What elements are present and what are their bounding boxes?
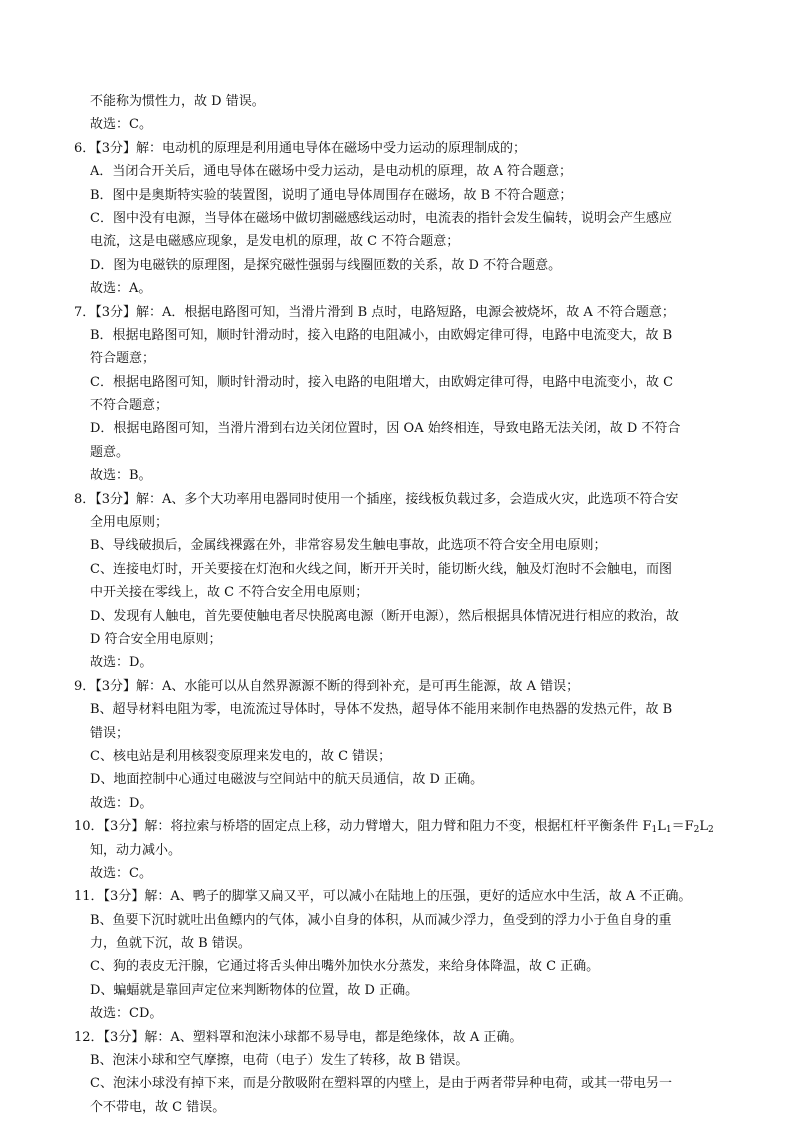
- q7-option-d-line2: 题意。: [90, 444, 130, 460]
- q8-option-d-line2: D 符合安全用电原则；: [90, 631, 222, 647]
- q11-option-b-line1: B、鱼要下沉时就吐出鱼鳔内的气体，减小自身的体积，从而减少浮力，鱼受到的浮力小于鱼自身的重: [90, 912, 672, 928]
- q8-heading: 8．【3分】解：A、多个大功率用电器同时使用一个插座，接线板负载过多，会造成火灾，此选项不符合安: [74, 491, 679, 507]
- q12-option-c-line1: C、泡沫小球没有掉下来，而是分散吸附在塑料罩的内壁上，是由于两者带异种电荷，或其一带电另一: [90, 1076, 672, 1092]
- q9-answer: 故选：D。: [90, 795, 153, 811]
- q11-heading: 11．【3分】解：A、鸭子的脚掌又扁又平，可以减小在陆地上的压强，更好的适应水中生活，故 A 不正确。: [74, 889, 692, 905]
- q11-answer: 故选：CD。: [90, 1006, 163, 1022]
- q8-option-c-line2: 中开关接在零线上，故 C 不符合安全用电原则；: [90, 585, 369, 601]
- q10-sub-2: 1: [665, 825, 672, 836]
- q6-option-d: D．图为电磁铁的原理图，是探究磁性强弱与线圈匝数的关系，故 D 不符合题意。: [90, 257, 562, 273]
- q8-answer: 故选：D。: [90, 655, 153, 671]
- q5-answer: 故选：C。: [90, 117, 152, 133]
- q10-equals-f: ＝F: [671, 819, 694, 835]
- q8-option-a-line2: 全用电原则；: [90, 515, 169, 531]
- q7-heading: 7．【3分】解：A．根据电路图可知，当滑片滑到 B 点时，电路短路，电源会被烧坏，故 A 不符合题意；: [74, 304, 675, 320]
- q7-option-c-line1: C．根据电路图可知，顺时针滑动时，接入电路的电阻增大，由欧姆定律可得，电路中电流变小，故 C: [90, 374, 674, 390]
- answer-page: [74, 90, 740, 1119]
- q8-option-d-line1: D、发现有人触电，首先要使触电者尽快脱离电源（断开电源），然后根据具体情况进行相应的救治，故: [90, 608, 679, 624]
- q9-option-b-line1: B、超导材料电阻为零，电流流过导体时，导体不发热，超导体不能用来制作电热器的发热元件，故 B: [90, 702, 673, 718]
- q10-heading: [74, 815, 740, 838]
- q10-sub-3: 2: [693, 825, 700, 836]
- q6-option-c-line2: 电流，这是电磁感应现象，是发电机的原理，故 C 不符合题意；: [90, 234, 460, 250]
- q9-heading: 9．【3分】解：A、水能可以从自然界源源不断的得到补充，是可再生能源，故 A 错误；: [74, 678, 580, 694]
- q11-option-b-line2: 力，鱼就下沉，故 B 错误。: [90, 936, 251, 952]
- q12-option-b: B、泡沫小球和空气摩擦，电荷（电子）发生了转移，故 B 错误。: [90, 1053, 469, 1069]
- q7-option-c-line2: 不符合题意；: [90, 398, 169, 414]
- q10-answer: 故选：C。: [90, 865, 152, 881]
- q6-option-b: B．图中是奥斯特实验的装置图，说明了通电导体周围存在磁场，故 B 不符合题意；: [90, 187, 573, 203]
- q12-option-c-line2: 个不带电，故 C 错误。: [90, 1099, 226, 1115]
- q10-l1: L: [657, 819, 666, 835]
- q8-option-c-line1: C、连接电灯时，开关要接在灯泡和火线之间，断开开关时，能切断火线，触及灯泡时不会触电，而图: [90, 561, 672, 577]
- q10-l2: L: [699, 819, 708, 835]
- q6-heading: 6．【3分】解：电动机的原理是利用通电导体在磁场中受力运动的原理制成的；: [74, 140, 527, 156]
- q7-option-b-line2: 符合题意；: [90, 351, 156, 367]
- q11-option-d: D、蝙蝠就是靠回声定位来判断物体的位置，故 D 正确。: [90, 982, 419, 998]
- q7-option-b-line1: B．根据电路图可知，顺时针滑动时，接入电路的电阻减小，由欧姆定律可得，电路中电流变大，故 B: [90, 327, 673, 343]
- q5-tail: 不能称为惯性力，故 D 错误。: [90, 94, 265, 109]
- q6-answer: 故选：A。: [90, 281, 152, 297]
- q9-option-c: C、核电站是利用核裂变原理来发电的，故 C 错误；: [90, 748, 392, 764]
- q10-line2: 知，动力减小。: [90, 842, 182, 858]
- q6-option-a: A．当闭合开关后，通电导体在磁场中受力运动，是电动机的原理，故 A 符合题意；: [90, 164, 573, 180]
- q10-sub-1: 1: [651, 825, 658, 836]
- q6-option-c-line1: C．图中没有电源，当导体在磁场中做切割磁感线运动时，电流表的指针会发生偏转，说明会产生感应: [90, 210, 672, 226]
- q7-option-d-line1: D．根据电路图可知，当滑片滑到右边关闭位置时，因 OA 始终相连，导致电路无法关闭，故 D 不符合: [90, 421, 681, 437]
- q9-option-b-line2: 错误；: [90, 725, 130, 741]
- q10-heading-text: 10．【3分】解：将拉索与桥塔的固定点上移，动力臂增大，阻力臂和阻力不变，根据杠杆平衡条件 F: [74, 819, 652, 835]
- q12-heading: 12．【3分】解：A、塑料罩和泡沫小球都不易导电，都是绝缘体，故 A 正确。: [74, 1029, 523, 1045]
- q7-answer: 故选：B。: [90, 468, 152, 484]
- q9-option-d: D、地面控制中心通过电磁波与空间站中的航天员通信，故 D 正确。: [90, 772, 484, 788]
- q8-option-b: B、导线破损后，金属线裸露在外，非常容易发生触电事故，此选项不符合安全用电原则；: [90, 538, 607, 554]
- q10-sub-4: 2: [707, 825, 714, 836]
- q11-option-c: C、狗的表皮无汗腺，它通过将舌头伸出嘴外加快水分蒸发，来给身体降温，故 C 正确。: [90, 959, 600, 975]
